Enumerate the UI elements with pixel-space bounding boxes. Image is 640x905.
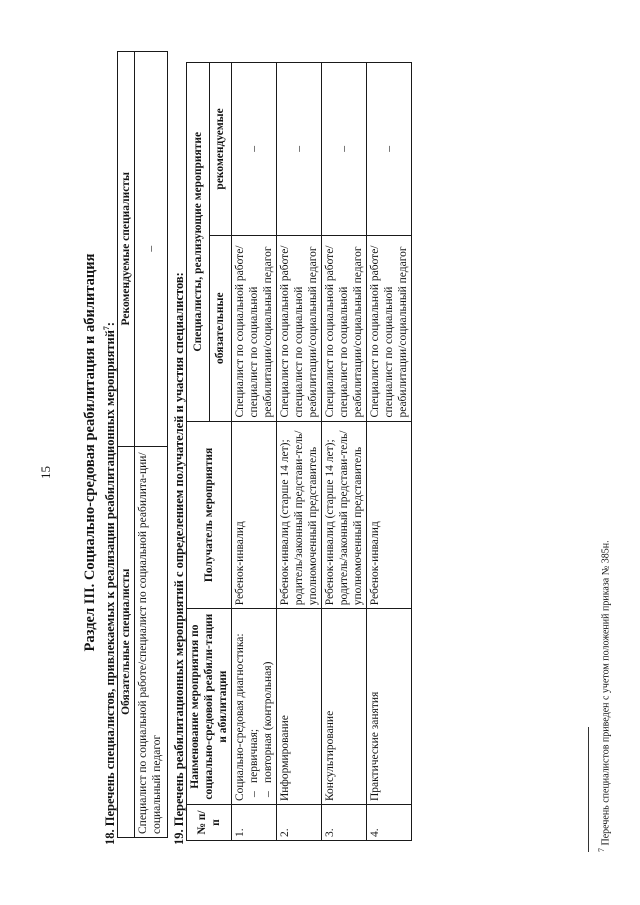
footnote-divider [588, 727, 589, 852]
table-row [322, 63, 367, 841]
required-specialists: Специалист по социальной работе/специалист по социальной реабилитации/социальный педагог [322, 235, 367, 421]
measure-name: Информирование [277, 609, 322, 805]
required-specialists: Специалист по социальной работе/специалист по социальной реабилитации/социальный педагог [367, 235, 412, 421]
section-title: Раздел III. Социально-средовая реабилитация и абилитация [82, 253, 98, 652]
recipient-header: Получатель мероприятия [187, 421, 232, 609]
measures-table [186, 62, 412, 841]
required-specialists: Специалист по социальной работе/специалист по социальной реабилитации/социальный педагог [277, 235, 322, 421]
num-header: № п/п [187, 805, 232, 841]
specialists-table-row [135, 52, 168, 838]
recommended-specialists: – [322, 63, 367, 236]
footnote-mark: 7 [102, 326, 111, 331]
list-item: – первичная; [247, 612, 261, 801]
required-header: обязательные [209, 235, 232, 421]
specialists-table-header [118, 52, 135, 838]
row-number: 3. [322, 805, 367, 841]
measure-name: Практические занятия [367, 609, 412, 805]
measure-name [232, 609, 277, 805]
list-item: – повторная (контрольная) [261, 612, 275, 801]
recipient: Ребенок-инвалид (старше 14 лет); родитель/законный представи-тель/уполномоченный представитель [277, 421, 322, 609]
table-row [232, 63, 277, 841]
specialists-table [117, 51, 168, 838]
row-number: 1. [232, 805, 277, 841]
row-number: 4. [367, 805, 412, 841]
recommended-specialists-header: Рекомендуемые специалисты [118, 52, 135, 447]
required-specialists-header: Обязательные специалисты [118, 446, 135, 837]
measure-name-header: Наименование мероприятия по социально-средовой реабили-тации и абилитации [187, 609, 232, 805]
diagnostic-stages-list [247, 612, 275, 801]
table-row [277, 63, 322, 841]
recipient: Ребенок-инвалид (старше 14 лет); родитель/законный представи-тель/уполномоченный представитель [322, 421, 367, 609]
footnote-text: Перечень специалистов приведен с учетом положений приказа № 385н. [600, 540, 612, 846]
section-18-heading [102, 322, 118, 845]
recommended-header: рекомендуемые [209, 63, 232, 236]
recommended-specialists: – [367, 63, 412, 236]
specialists-header: Специалисты, реализующие мероприятие [187, 63, 210, 422]
section-19-heading: 19. Перечень реабилитационных мероприятий с определением получателей и участия специалистов: [172, 272, 186, 845]
recommended-specialists-cell: – [135, 52, 168, 447]
footnote-number: 7 [597, 848, 606, 852]
page-number: 15 [38, 466, 53, 479]
recommended-specialists: – [277, 63, 322, 236]
measures-table-header-row-1 [187, 63, 210, 841]
section-18-heading-text: 18. Перечень специалистов, привлекаемых к реализации реабилитационных мероприятий [103, 330, 118, 845]
footnote [597, 540, 611, 852]
recommended-specialists: – [232, 63, 277, 236]
section-18-heading-end: : [103, 321, 118, 327]
recipient: Ребенок-инвалид [367, 421, 412, 609]
table-row [367, 63, 412, 841]
measure-name: Консультирование [322, 609, 367, 805]
measure-name-text: Социально-средовая диагностика: [234, 633, 246, 802]
required-specialists: Специалист по социальной работе/специалист по социальной реабилитации/социальный педагог [232, 235, 277, 421]
recipient: Ребенок-инвалид [232, 421, 277, 609]
row-number: 2. [277, 805, 322, 841]
required-specialists-cell: Специалист по социальной работе/специалист по социальной реабилита-ции/социальный педагог [135, 446, 168, 837]
